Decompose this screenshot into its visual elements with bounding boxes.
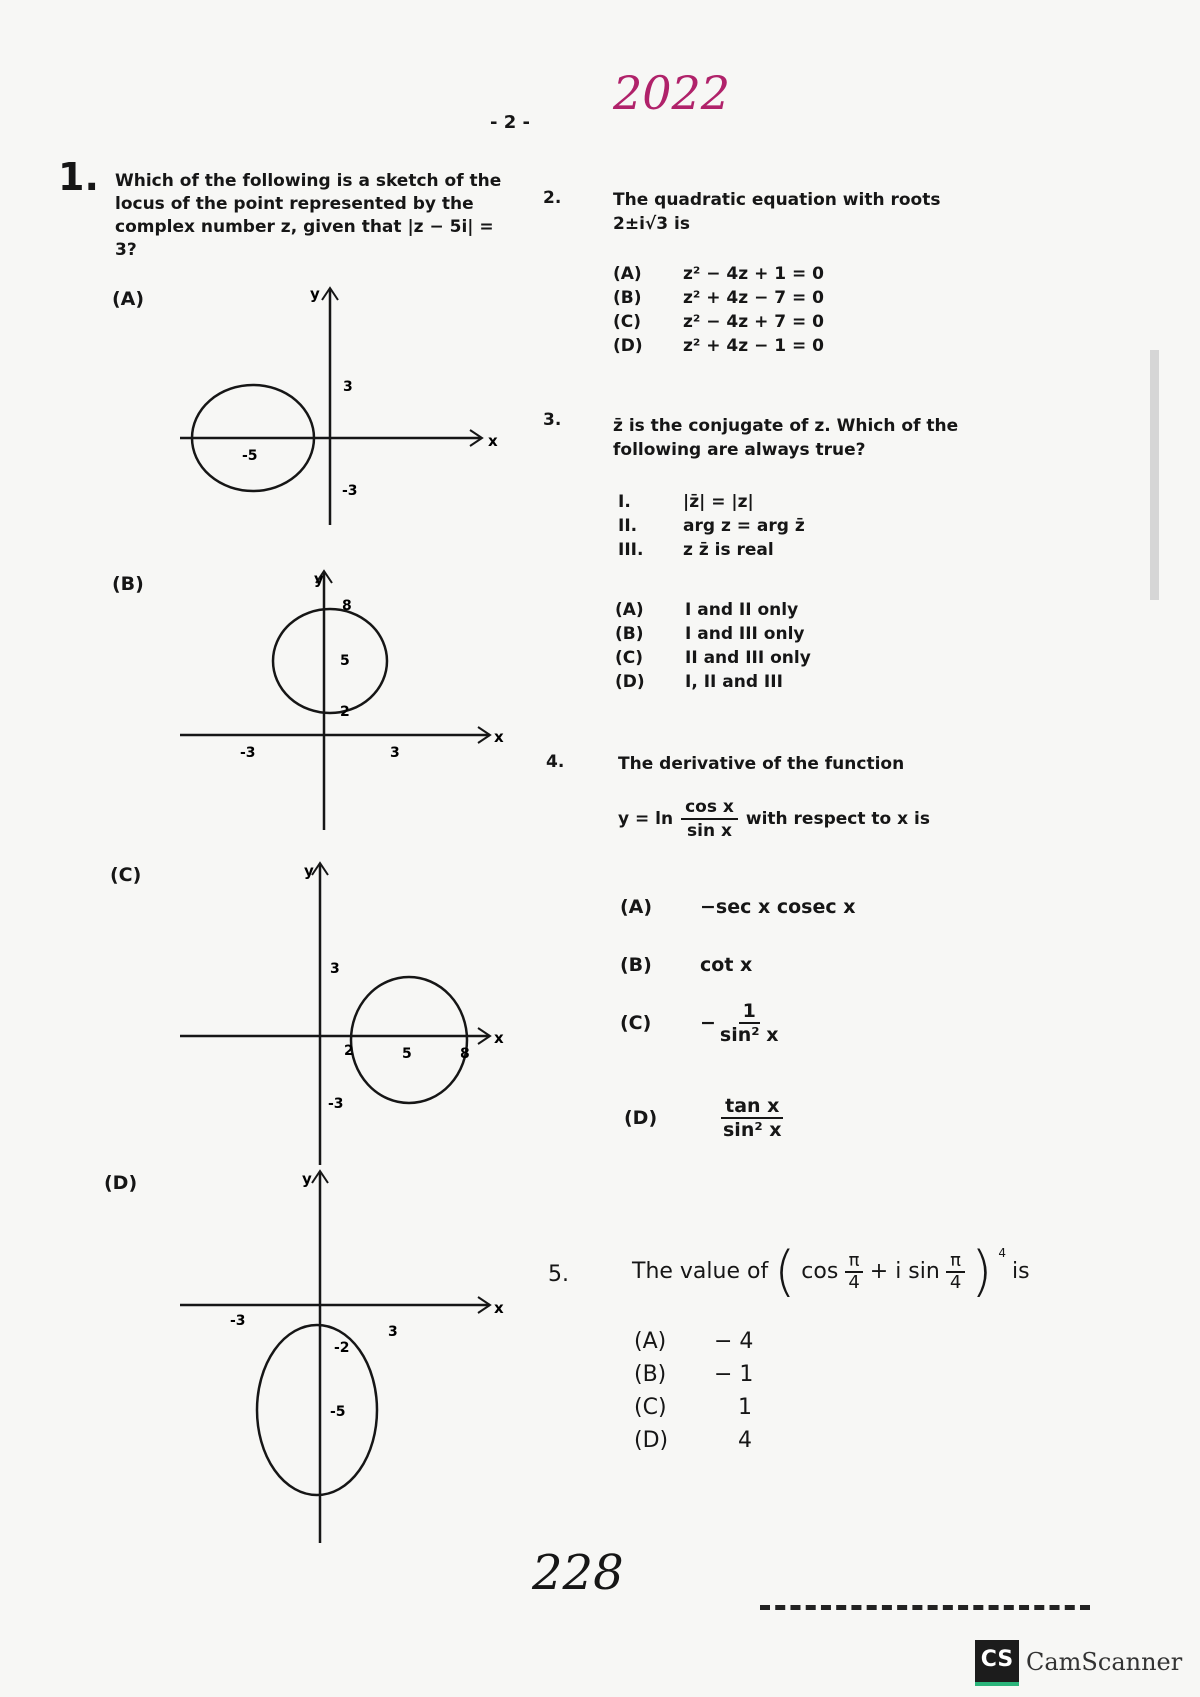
q1-option-d-label: (D) (104, 1172, 138, 1194)
fraction-numerator: π (946, 1251, 965, 1273)
option-text: II and III only (685, 648, 811, 668)
option-text: z² + 4z − 7 = 0 (683, 288, 824, 308)
question-2-options (613, 262, 824, 358)
exponent: 4 (998, 1246, 1006, 1260)
question-3-options (615, 598, 811, 694)
option-d (613, 334, 824, 358)
tick-label: -3 (328, 1096, 344, 1112)
page-number: - 2 - (490, 112, 530, 133)
tick-label: -3 (230, 1313, 246, 1329)
option-text: I and III only (685, 624, 805, 644)
option-b (615, 622, 811, 646)
tick-label: 5 (340, 653, 350, 669)
y-axis-label: y (314, 570, 324, 588)
tick-label: 2 (340, 704, 350, 720)
option-b (634, 1358, 753, 1391)
fraction-denominator: 4 (848, 1271, 860, 1293)
q1-option-b-label: (B) (112, 573, 144, 595)
option-c (615, 646, 811, 670)
fraction-denominator: sin x (687, 821, 732, 841)
question-3-statements (618, 490, 805, 562)
q1-option-b-graph (170, 568, 510, 838)
option-text: cot x (700, 954, 753, 976)
question-2-stem: The quadratic equation with roots 2±i√3 is (613, 190, 941, 234)
tick-label: 8 (342, 598, 352, 614)
angle-fraction (844, 1251, 863, 1293)
x-axis-label: x (494, 1029, 504, 1047)
option-d (634, 1424, 753, 1457)
option-label: (A) (613, 264, 642, 284)
option-text: z² + 4z − 1 = 0 (683, 336, 824, 356)
tick-label: -5 (242, 448, 258, 464)
locus-circle (257, 1325, 377, 1495)
tick-label: -3 (240, 745, 256, 761)
option-label: (C) (620, 1012, 652, 1034)
option-label: (D) (613, 336, 643, 356)
option-a (634, 1325, 753, 1358)
statement-ii (618, 514, 805, 538)
option-label: (B) (620, 954, 652, 976)
q1-option-a-label: (A) (112, 288, 145, 310)
y-axis-label: y (310, 285, 320, 303)
option-text: 1 (738, 1395, 752, 1420)
option-a (615, 598, 811, 622)
option-fraction (719, 1095, 786, 1141)
handwritten-signature: 228 (532, 1545, 624, 1601)
fraction-numerator: 1 (739, 1000, 760, 1024)
statement-text: arg z = arg z̄ (683, 516, 805, 536)
option-sign: − (700, 1012, 716, 1034)
y-axis-label: y (304, 862, 314, 880)
question-5-stem (632, 1240, 1030, 1303)
q1-option-c-graph (170, 860, 510, 1170)
option-label: (D) (615, 672, 645, 692)
stem-text: is (1012, 1259, 1030, 1284)
angle-fraction (946, 1251, 965, 1293)
tick-label: -5 (330, 1404, 346, 1420)
q4-option-d (624, 1095, 786, 1141)
option-text: I and II only (685, 600, 799, 620)
isin-label: + i sin (869, 1259, 940, 1284)
stem-text: The value of (632, 1259, 769, 1284)
option-label: (D) (624, 1107, 658, 1129)
option-label: (B) (615, 624, 644, 644)
option-text: −sec x cosec x (700, 896, 856, 918)
option-label: (A) (620, 896, 653, 918)
fraction-numerator: cos x (681, 796, 738, 820)
question-4-number: 4. (546, 752, 565, 772)
q1-option-d-graph (170, 1168, 510, 1548)
option-text: − 1 (714, 1362, 754, 1387)
question-4-expression (618, 796, 930, 842)
statement-iii (618, 538, 805, 562)
expr-tail: with respect to x is (745, 809, 930, 829)
fraction-denominator: sin² x (723, 1119, 782, 1141)
statement-text: |z̄| = |z| (683, 492, 754, 512)
fraction-denominator: 4 (949, 1271, 962, 1293)
option-text: 4 (738, 1428, 752, 1453)
option-label: (C) (613, 312, 642, 332)
tick-label: -2 (334, 1340, 350, 1356)
option-label: (B) (613, 288, 642, 308)
question-3-number: 3. (543, 410, 562, 430)
option-a (613, 262, 824, 286)
q4-option-a (620, 895, 856, 919)
question-4-stem: The derivative of the function (618, 754, 905, 774)
option-label: (D) (634, 1428, 669, 1453)
x-axis-label: x (494, 1299, 504, 1317)
statement-label: I. (618, 492, 631, 512)
option-label: (B) (634, 1362, 667, 1387)
q1-option-a-graph (170, 285, 510, 535)
option-label: (C) (615, 648, 644, 668)
question-2-number: 2. (543, 188, 562, 208)
option-text: z² − 4z + 7 = 0 (683, 312, 824, 332)
option-c (634, 1391, 753, 1424)
fraction-numerator: π (845, 1251, 864, 1273)
fraction-numerator: tan x (721, 1095, 783, 1119)
option-text: z² − 4z + 1 = 0 (683, 264, 824, 284)
option-d (615, 670, 811, 694)
q4-option-c (620, 1000, 782, 1046)
camscanner-watermark: CamScanner (1026, 1648, 1183, 1676)
expr-fraction (681, 796, 738, 842)
q1-option-c-label: (C) (110, 864, 142, 886)
tick-label: 8 (460, 1046, 470, 1062)
option-label: (A) (634, 1329, 667, 1354)
statement-label: II. (618, 516, 638, 536)
option-text: − 4 (714, 1329, 754, 1354)
statement-i (618, 490, 805, 514)
camscanner-logo-icon: CS (975, 1640, 1019, 1686)
tick-label: 5 (402, 1046, 412, 1062)
tick-label: -3 (342, 483, 358, 499)
q4-option-b (620, 953, 752, 977)
x-axis-label: x (494, 728, 504, 746)
tick-label: 3 (390, 745, 400, 761)
option-label: (A) (615, 600, 644, 620)
left-paren: ( (774, 1240, 796, 1303)
tick-label: 3 (330, 961, 340, 977)
statement-label: III. (618, 540, 644, 560)
question-1-stem: Which of the following is a sketch of the locus of the point represented by the complex number z, given that |z − 5i| = 3? (115, 171, 502, 260)
dashed-line (760, 1605, 1090, 1610)
tick-label: 2 (344, 1043, 354, 1059)
locus-circle (351, 977, 467, 1103)
cos-label: cos (801, 1259, 839, 1284)
fraction-denominator: sin² x (719, 1024, 779, 1046)
statement-text: z z̄ is real (683, 540, 774, 560)
option-fraction (716, 1000, 783, 1046)
handwritten-year: 2022 (613, 66, 731, 120)
x-axis-label: x (488, 432, 498, 450)
option-b (613, 286, 824, 310)
tick-label: 3 (343, 379, 353, 395)
question-5-number: 5. (548, 1262, 569, 1287)
expr-lhs: y = ln (618, 809, 674, 829)
right-paren: ) (971, 1240, 993, 1303)
question-5-options (634, 1325, 753, 1457)
option-text: I, II and III (685, 672, 783, 692)
option-c (613, 310, 824, 334)
scan-artifact (1150, 350, 1159, 600)
locus-circle (273, 609, 387, 713)
tick-label: 3 (388, 1324, 398, 1340)
question-3-stem: z̄ is the conjugate of z. Which of the following are always true? (613, 416, 959, 460)
y-axis-label: y (302, 1170, 312, 1188)
question-1-number: 1. (58, 155, 99, 199)
option-label: (C) (634, 1395, 667, 1420)
